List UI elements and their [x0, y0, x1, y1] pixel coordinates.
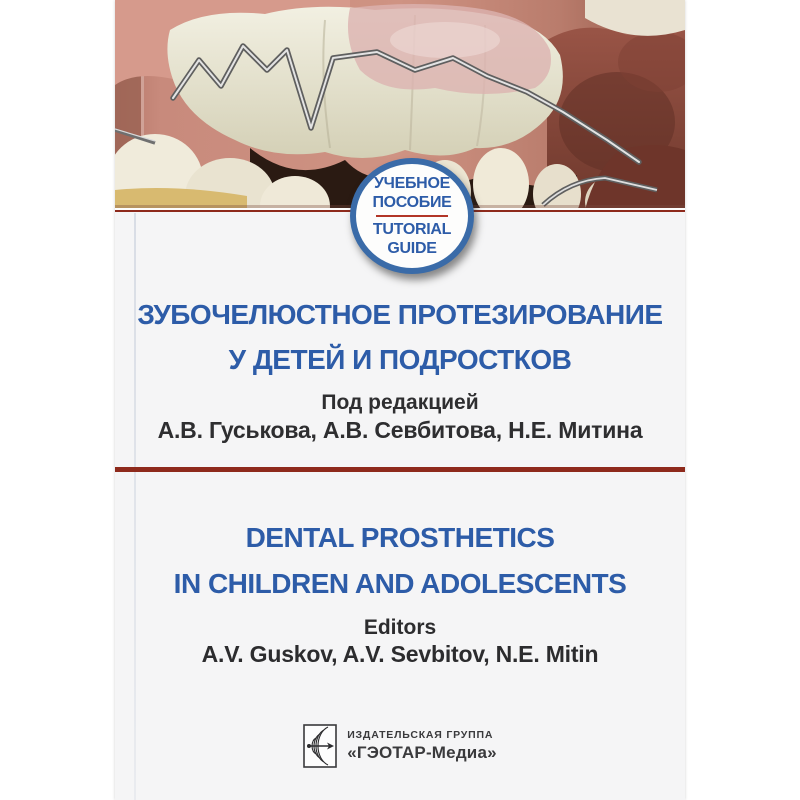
edition-badge [350, 158, 474, 274]
title-russian [115, 292, 685, 382]
publisher-name: «ГЭОТАР-Медиа» [347, 743, 497, 762]
geotar-media-logo-icon [303, 724, 337, 768]
editors-names: A.V. Guskov, A.V. Sevbitov, N.E. Mitin [201, 641, 599, 667]
editors-label: Editors [363, 616, 437, 639]
edited-by-names: А.В. Гуськова, А.В. Севбитова, Н.Е. Митина [157, 417, 643, 443]
badge-text-en-2: GUIDE [387, 240, 437, 257]
title-russian-line-2: У ДЕТЕЙ И ПОДРОСТКОВ [228, 344, 572, 375]
section-divider-rule [115, 467, 685, 472]
badge-text-ru-1: УЧЕБНОЕ [374, 175, 450, 192]
title-russian-line-1: ЗУБОЧЕЛЮСТНОЕ ПРОТЕЗИРОВАНИЕ [137, 299, 663, 330]
title-english-line-1: DENTAL PROSTHETICS [245, 522, 555, 553]
title-english [115, 515, 685, 607]
edited-by-label: Под редакцией [321, 391, 479, 414]
book-cover [115, 0, 685, 800]
badge-text-en-1: TUTORIAL [372, 221, 452, 238]
badge-divider-line [376, 215, 448, 217]
publisher-logo-block [115, 724, 685, 768]
publisher-text [347, 729, 497, 763]
badge-text-ru-2: ПОСОБИЕ [372, 194, 452, 211]
title-english-line-2: IN CHILDREN AND ADOLESCENTS [173, 568, 627, 599]
publisher-group-label: ИЗДАТЕЛЬСКАЯ ГРУППА [347, 729, 494, 741]
